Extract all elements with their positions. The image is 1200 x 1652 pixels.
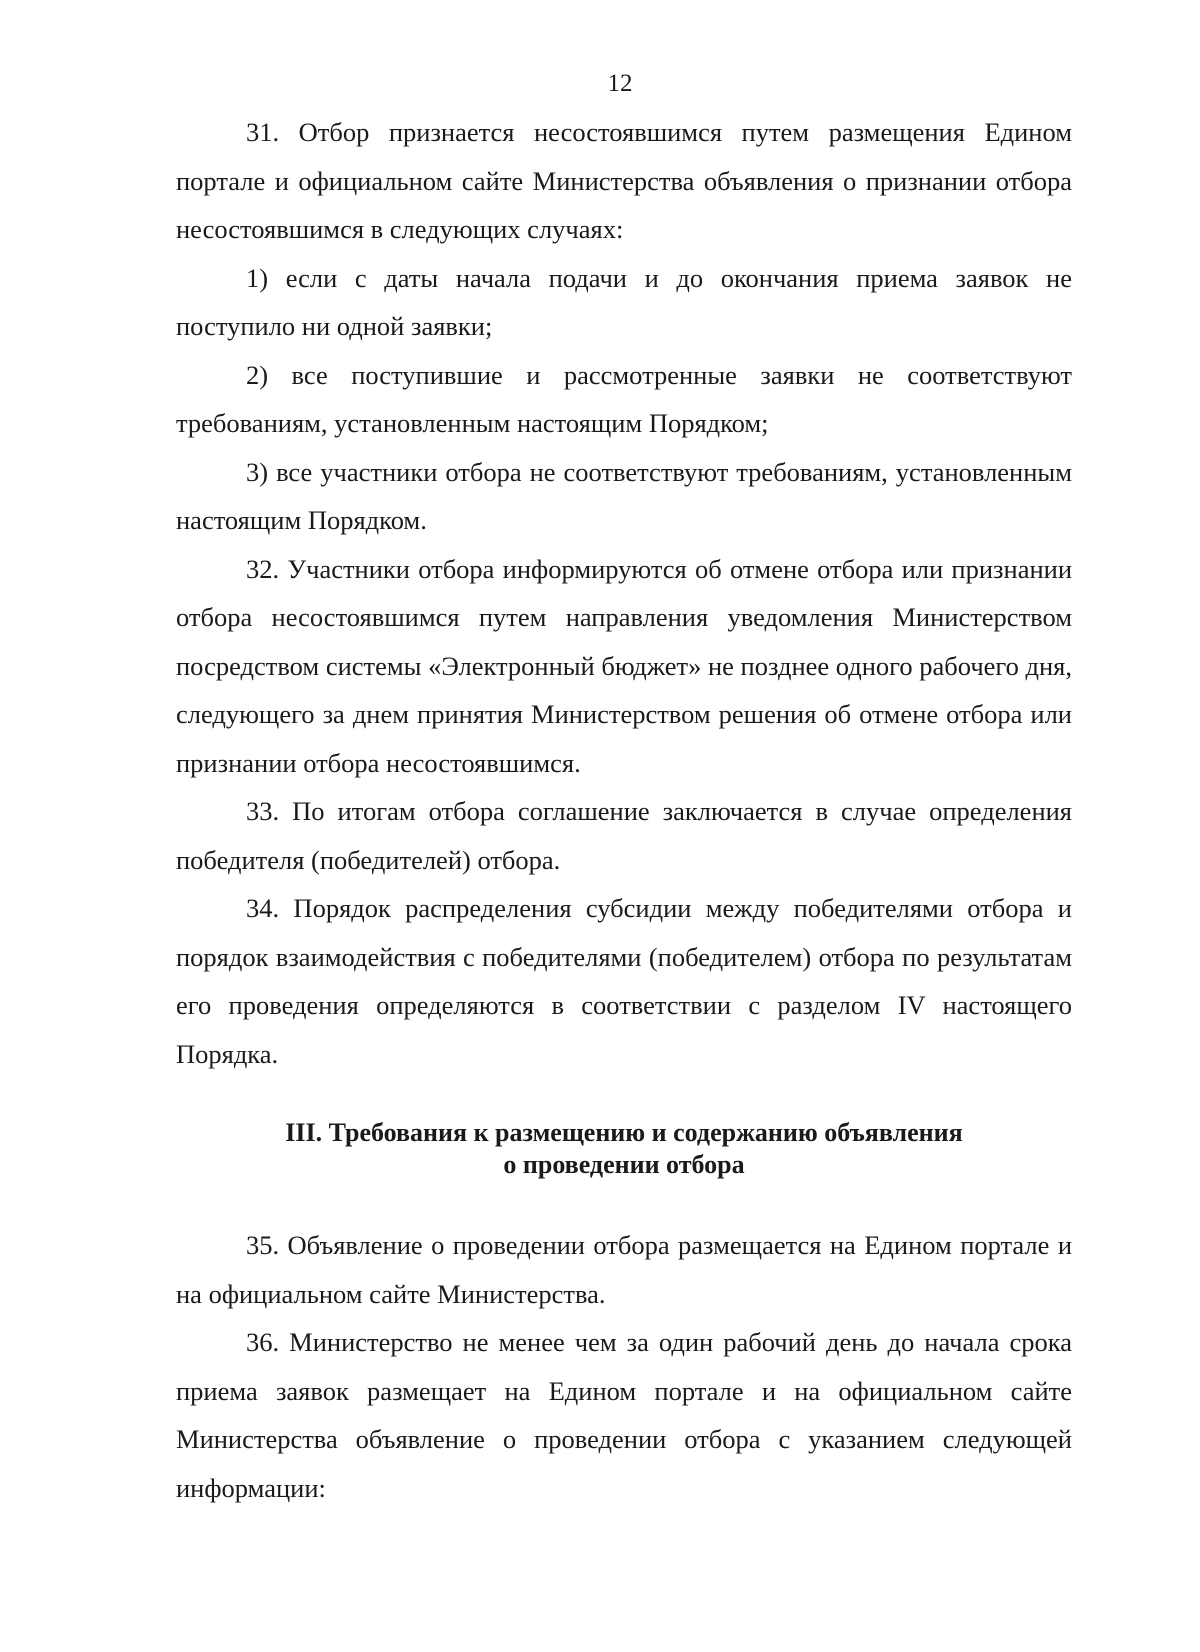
paragraph-31-item-3: 3) все участники отбора не соответствуют требованиям, установленным настоящим Порядком. xyxy=(176,456,1072,535)
paragraph-31-item-1: 1) если с даты начала подачи и до окончания приема заявок не поступило ни одной заявки; xyxy=(176,262,1072,341)
paragraph-32: 32. Участники отбора информируются об отмене отбора или признании отбора несостоявшимся путем направления уведомления Министерством посредством системы «Электронный бюджет» не позднее одного рабочего дня, следующего за днем принятия Министерством решения об отмене отбора или признании отбора несостоявшимся. xyxy=(176,553,1072,778)
paragraph-35: 35. Объявление о проведении отбора размещается на Едином портале и на официальном сайте Министерства. xyxy=(176,1230,1072,1309)
document-body xyxy=(176,108,1072,1512)
paragraph-34: 34. Порядок распределения субсидии между победителями отбора и порядок взаимодействия с победителями (победителем) отбора по результатам его проведения определяются в соответствии с разделом IV настоящего Порядка. xyxy=(176,893,1072,1069)
page-number: 12 xyxy=(607,70,633,97)
paragraph-33: 33. По итогам отбора соглашение заключается в случае определения победителя (победителей) отбора. xyxy=(176,796,1072,875)
section-heading-line-1: III. Требования к размещению и содержанию объявления xyxy=(285,1118,963,1147)
section-heading-line-2: о проведении отбора xyxy=(503,1150,745,1179)
paragraph-31-item-2: 2) все поступившие и рассмотренные заявки не соответствуют требованиям, установленным настоящим Порядком; xyxy=(176,359,1072,438)
paragraph-36: 36. Министерство не менее чем за один рабочий день до начала срока приема заявок размещает на Едином портале и на официальном сайте Министерства объявление о проведении отбора с указанием следующей информации: xyxy=(176,1327,1072,1503)
paragraph-31: 31. Отбор признается несостоявшимся путем размещения Едином портале и официальном сайте Министерства объявления о признании отбора несостоявшимся в следующих случаях: xyxy=(176,117,1072,244)
section-heading xyxy=(176,1117,1072,1181)
